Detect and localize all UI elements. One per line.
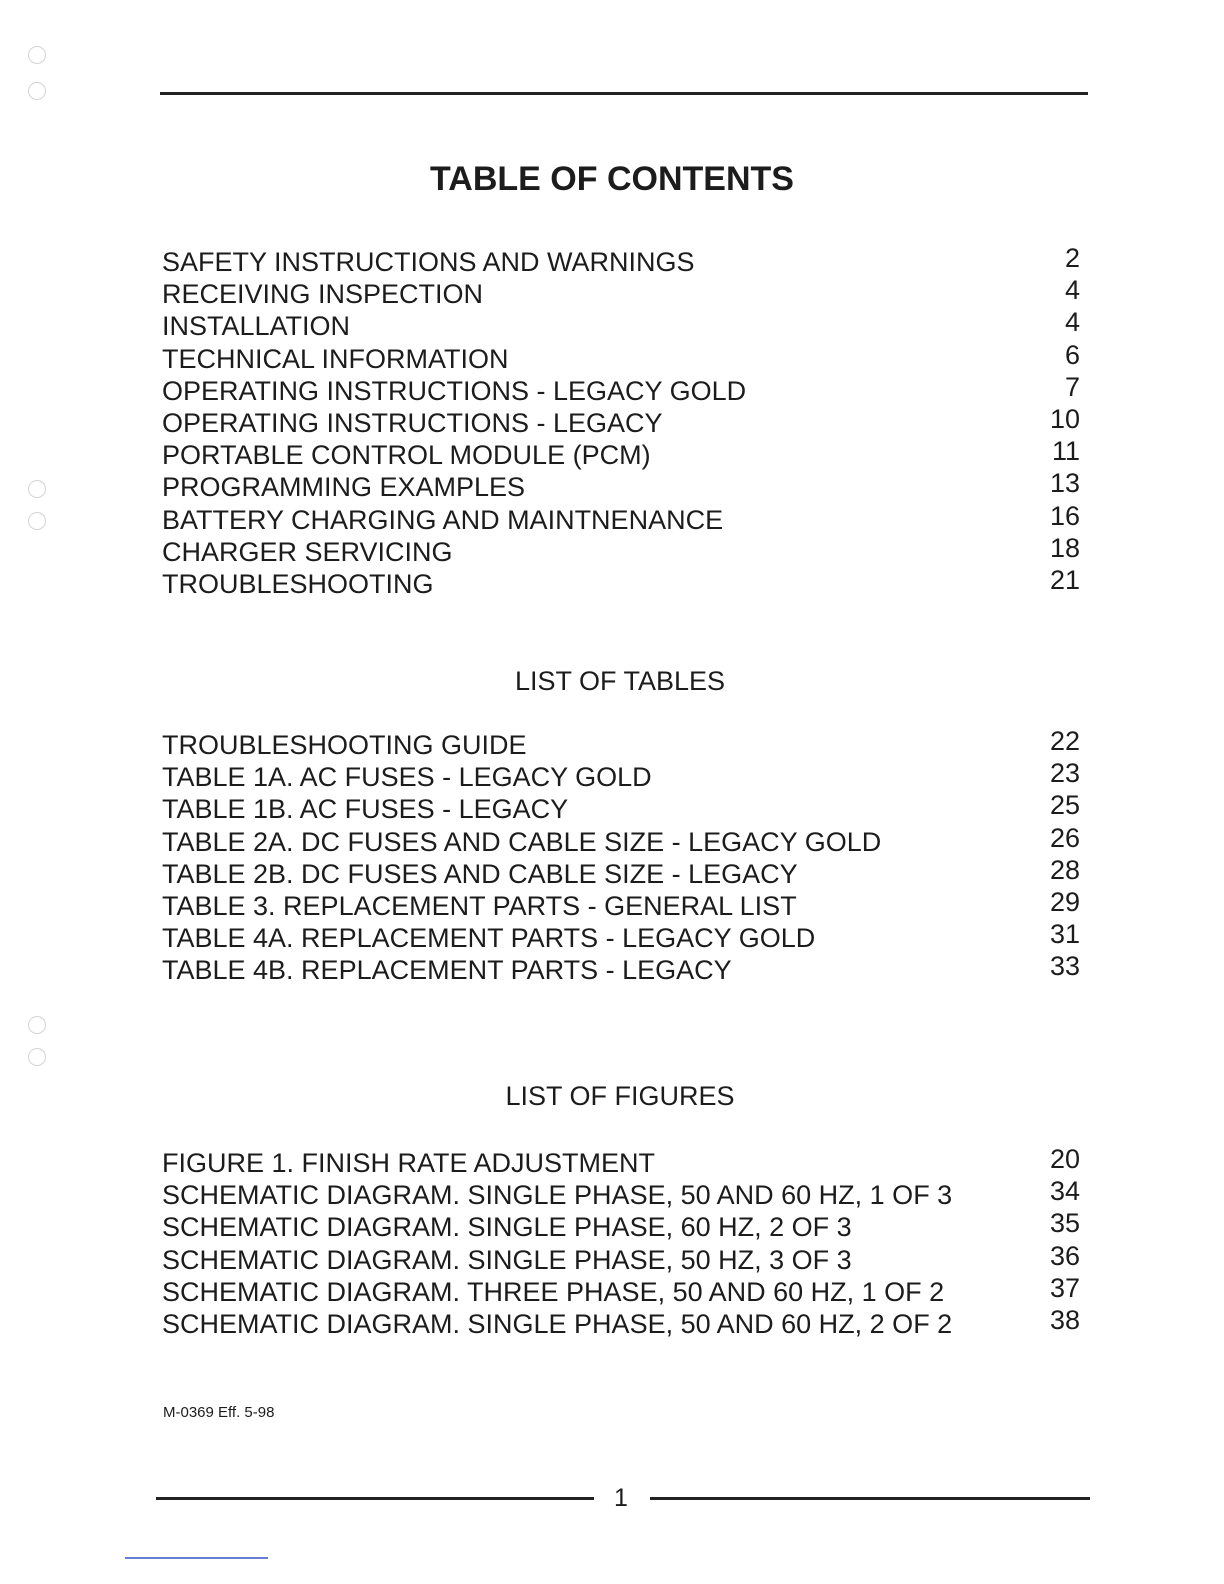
scan-edge-mark — [125, 1557, 268, 1559]
toc-entry — [162, 275, 1084, 310]
entry-title: SCHEMATIC DIAGRAM. SINGLE PHASE, 50 AND 60 HZ, 2 OF 2 — [162, 1308, 953, 1339]
tables-heading: LIST OF TABLES — [514, 666, 726, 696]
entry-page-number: 7 — [1064, 371, 1080, 402]
entry-title: CHARGER SERVICING — [162, 536, 453, 567]
toc-entry — [162, 500, 1084, 536]
figures-list — [162, 1144, 1084, 1340]
entry-page-number: 34 — [1049, 1176, 1080, 1207]
toc-entry — [162, 307, 1084, 342]
footer-rule-right — [650, 1497, 1090, 1500]
entry-page-number: 6 — [1064, 339, 1080, 370]
toc-entry — [162, 854, 1084, 890]
entry-page-number: 25 — [1049, 790, 1080, 821]
entry-title: OPERATING INSTRUCTIONS - LEGACY — [162, 407, 663, 438]
toc-entry — [162, 371, 1084, 407]
entry-page-number: 28 — [1049, 854, 1080, 885]
toc-entry — [162, 886, 1084, 922]
toc-entry — [162, 919, 1084, 954]
entry-page-number: 38 — [1049, 1304, 1080, 1335]
entry-page-number: 26 — [1049, 822, 1080, 853]
entry-title: TABLE 3. REPLACEMENT PARTS - GENERAL LIST — [162, 890, 797, 921]
toc-entry — [162, 1144, 1084, 1179]
binder-hole-mark — [28, 46, 46, 64]
entry-page-number: 11 — [1051, 436, 1080, 467]
page-title: TABLE OF CONTENTS — [430, 160, 794, 198]
entry-title: PORTABLE CONTROL MODULE (PCM) — [162, 440, 651, 471]
entry-page-number: 18 — [1049, 532, 1080, 563]
toc-entry — [162, 564, 1084, 600]
entry-title: SCHEMATIC DIAGRAM. SINGLE PHASE, 50 AND 60 HZ, 1 OF 3 — [162, 1180, 953, 1211]
binder-hole-mark — [28, 82, 46, 100]
entry-page-number: 31 — [1049, 919, 1080, 950]
entry-page-number: 35 — [1049, 1208, 1080, 1239]
entry-title: INSTALLATION — [162, 311, 351, 342]
entry-title: TABLE 4A. REPLACEMENT PARTS - LEGACY GOLD — [162, 923, 816, 954]
entry-title: FIGURE 1. FINISH RATE ADJUSTMENT — [162, 1148, 656, 1178]
toc-entry — [162, 726, 1084, 761]
toc-entry — [162, 951, 1084, 986]
entry-title: PROGRAMMING EXAMPLES — [162, 472, 526, 503]
toc-entry — [162, 468, 1084, 503]
entry-title: TABLE 2B. DC FUSES AND CABLE SIZE - LEGACY — [162, 858, 798, 889]
entry-page-number: 10 — [1049, 403, 1080, 434]
toc-entry — [162, 1240, 1084, 1276]
footer-rule-left — [156, 1497, 594, 1500]
toc-entry — [162, 1176, 1084, 1211]
entry-page-number: 21 — [1049, 564, 1080, 595]
binder-hole-mark — [28, 1048, 46, 1066]
entry-page-number: 33 — [1049, 951, 1080, 982]
toc-entry — [162, 436, 1084, 471]
entry-page-number: 22 — [1049, 726, 1080, 756]
entry-title: TABLE 1A. AC FUSES - LEGACY GOLD — [162, 762, 652, 793]
entry-title: TROUBLESHOOTING GUIDE — [162, 730, 527, 760]
toc-entry — [162, 790, 1084, 825]
entry-page-number: 37 — [1049, 1272, 1080, 1303]
entry-title: TECHNICAL INFORMATION — [162, 343, 509, 374]
entry-page-number: 13 — [1049, 468, 1080, 499]
entry-page-number: 4 — [1064, 307, 1080, 338]
toc-entry — [162, 822, 1084, 858]
entry-title: RECEIVING INSPECTION — [162, 279, 484, 310]
toc-entry — [162, 243, 1084, 278]
binder-hole-mark — [28, 1016, 46, 1034]
entry-title: SAFETY INSTRUCTIONS AND WARNINGS — [162, 247, 695, 277]
entry-title: SCHEMATIC DIAGRAM. THREE PHASE, 50 AND 60 HZ, 1 OF 2 — [162, 1276, 945, 1307]
entry-page-number: 23 — [1049, 758, 1080, 789]
entry-title: TROUBLESHOOTING — [162, 568, 434, 599]
entry-page-number: 2 — [1064, 243, 1080, 273]
entry-page-number: 4 — [1064, 275, 1080, 306]
entry-page-number: 29 — [1049, 886, 1080, 917]
figures-heading: LIST OF FIGURES — [505, 1081, 735, 1111]
toc-entry — [162, 1272, 1084, 1308]
document-id: M-0369 Eff. 5-98 — [163, 1404, 275, 1421]
entry-title: TABLE 1B. AC FUSES - LEGACY — [162, 794, 569, 825]
toc-entry — [162, 1208, 1084, 1243]
entry-page-number: 36 — [1049, 1240, 1080, 1271]
entry-title: SCHEMATIC DIAGRAM. SINGLE PHASE, 60 HZ, 2 OF 3 — [162, 1212, 852, 1243]
header-rule — [160, 92, 1088, 95]
toc-entry — [162, 532, 1084, 568]
entry-title: SCHEMATIC DIAGRAM. SINGLE PHASE, 50 HZ, 3 OF 3 — [162, 1244, 852, 1275]
binder-hole-mark — [28, 512, 46, 530]
page-number: 1 — [614, 1484, 628, 1512]
entry-title: TABLE 2A. DC FUSES AND CABLE SIZE - LEGACY GOLD — [162, 826, 882, 857]
entry-title: TABLE 4B. REPLACEMENT PARTS - LEGACY — [162, 955, 732, 986]
binder-hole-mark — [28, 480, 46, 498]
entry-page-number: 16 — [1049, 500, 1080, 531]
contents-list — [162, 243, 1084, 600]
entry-title: BATTERY CHARGING AND MAINTNENANCE — [162, 504, 724, 535]
tables-list — [162, 726, 1084, 987]
entry-title: OPERATING INSTRUCTIONS - LEGACY GOLD — [162, 375, 747, 406]
entry-page-number: 20 — [1049, 1144, 1080, 1174]
toc-entry — [162, 339, 1084, 375]
toc-entry — [162, 403, 1084, 439]
toc-entry — [162, 758, 1084, 793]
toc-entry — [162, 1304, 1084, 1340]
